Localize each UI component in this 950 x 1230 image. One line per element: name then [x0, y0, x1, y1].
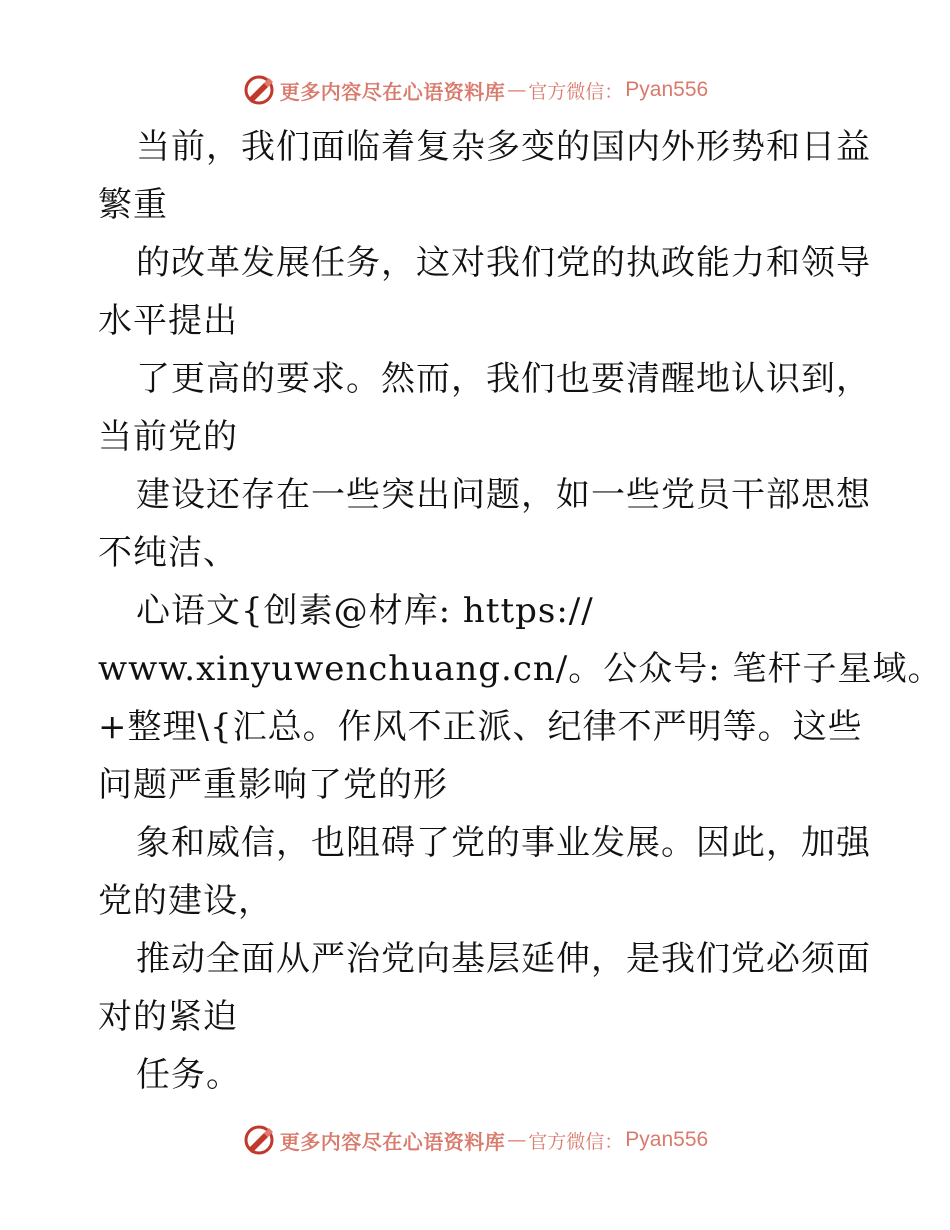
text-line: 不纯洁、: [98, 533, 238, 573]
text-line: 水平提出: [98, 301, 238, 341]
banner-wechat-id: Pyan556: [625, 78, 709, 101]
text-line: www.xinyuwenchuang.cn/。公众号: 笔杆子星域。: [98, 649, 943, 689]
header-watermark-banner: [0, 70, 950, 110]
text-line: 心语文{创素@材库: https://: [136, 591, 594, 631]
pen-logo-icon: [242, 1123, 276, 1157]
text-line: 问题严重影响了党的形: [98, 765, 448, 805]
text-line: 建设还存在一些突出问题，如一些党员干部思想: [136, 475, 871, 515]
pen-logo-icon: [242, 73, 276, 107]
text-line: 当前，我们面临着复杂多变的国内外形势和日益: [136, 127, 871, 167]
text-line: 任务。: [136, 1055, 241, 1095]
banner-wechat-label: 官方微信：: [528, 80, 624, 103]
text-line: +整理\{汇总。作风不正派、纪律不严明等。这些: [98, 707, 863, 747]
text-line: 党的建设，: [98, 881, 273, 921]
document-body: [98, 118, 943, 1104]
text-line: 象和威信，也阻碍了党的事业发展。因此，加强: [136, 823, 871, 863]
banner-wechat-label: 官方微信：: [528, 1130, 624, 1153]
text-line: 当前党的: [98, 417, 238, 457]
banner-separator: —: [507, 79, 527, 101]
text-line: 了更高的要求。然而，我们也要清醒地认识到，: [136, 359, 871, 399]
footer-watermark-banner: [0, 1120, 950, 1160]
banner-wechat-id: Pyan556: [625, 1128, 709, 1151]
text-line: 推动全面从严治党向基层延伸，是我们党必须面: [136, 939, 871, 979]
text-line: 对的紧迫: [98, 997, 238, 1037]
banner-title: 更多内容尽在心语资料库: [279, 1129, 506, 1154]
text-line: 的改革发展任务，这对我们党的执政能力和领导: [136, 243, 871, 283]
banner-separator: —: [507, 1129, 527, 1151]
text-line: 繁重: [98, 185, 168, 225]
banner-title: 更多内容尽在心语资料库: [279, 79, 506, 104]
